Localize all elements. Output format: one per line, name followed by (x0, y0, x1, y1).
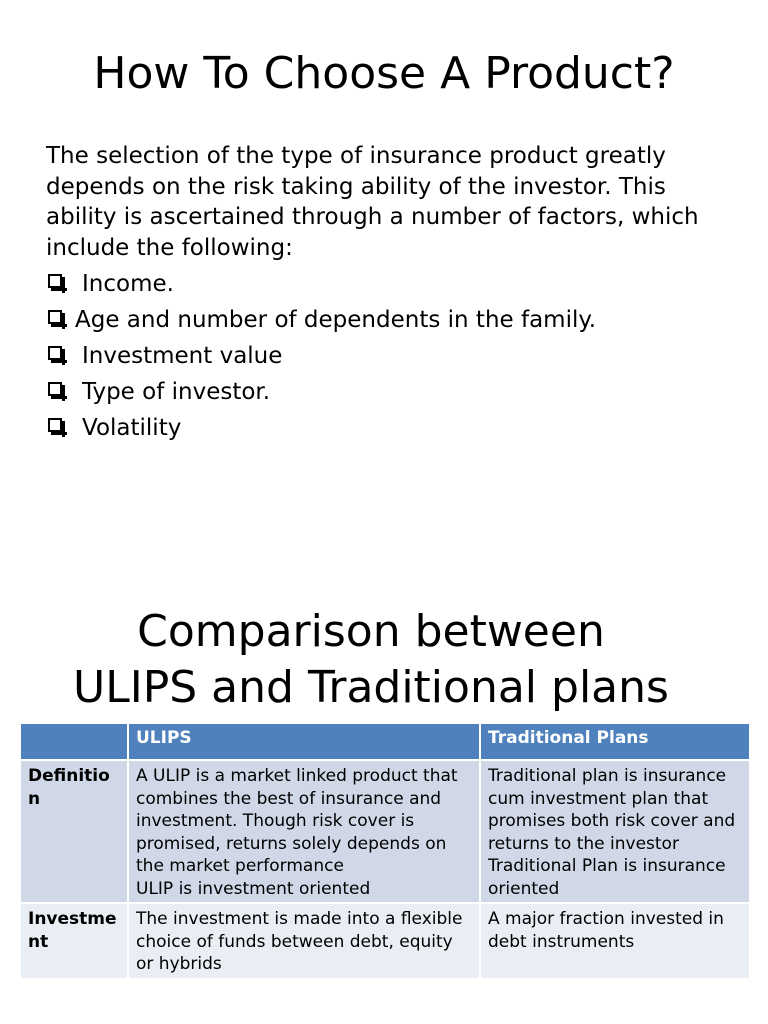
traditional-definition-cell: Traditional plan is insurance cum investment plan that promises both risk cover and returns to the investor Traditional Plan is insurance oriented (480, 760, 750, 903)
header-empty-cell (20, 723, 128, 760)
factor-label: Investment value (82, 343, 283, 369)
ulips-investment-cell: The investment is made into a flexible choice of funds between debt, equity or hybrids (128, 903, 480, 979)
checkbox-bullet-icon (48, 310, 62, 324)
factor-list (46, 266, 726, 446)
row-label-definition: Definition (20, 760, 128, 903)
comparison-title-line2: ULIPS and Traditional plans (73, 662, 669, 713)
checkbox-bullet-icon (48, 382, 62, 396)
list-item (46, 338, 726, 374)
slide-title: How To Choose A Product? (93, 48, 675, 99)
checkbox-bullet-icon (48, 418, 62, 432)
ulips-definition-cell: A ULIP is a market linked product that combines the best of insurance and investment. Though risk cover is promised, returns solely depends on the market performance ULIP is investment oriented (128, 760, 480, 903)
factor-label: Age and number of dependents in the family. (75, 307, 597, 333)
traditional-investment-cell: A major fraction invested in debt instruments (480, 903, 750, 979)
factor-label: Volatility (82, 415, 182, 441)
comparison-title (0, 604, 742, 716)
list-item (46, 410, 726, 446)
table-row (20, 760, 750, 903)
checkbox-bullet-icon (48, 346, 62, 360)
table-header-row (20, 723, 750, 760)
comparison-table (19, 722, 751, 980)
list-item (46, 302, 726, 338)
header-ulips: ULIPS (128, 723, 480, 760)
list-item (46, 374, 726, 410)
intro-paragraph: The selection of the type of insurance product greatly depends on the risk taking ability of the investor. This ability is ascertained through a number of factors, which include the following: (46, 143, 699, 261)
header-traditional-plans: Traditional Plans (480, 723, 750, 760)
list-item (46, 266, 726, 302)
checkbox-bullet-icon (48, 274, 62, 288)
row-label-investment: Investment (20, 903, 128, 979)
comparison-title-line1: Comparison between (137, 606, 605, 657)
table-row (20, 903, 750, 979)
factor-label: Type of investor. (82, 379, 271, 405)
factor-label: Income. (82, 271, 174, 297)
